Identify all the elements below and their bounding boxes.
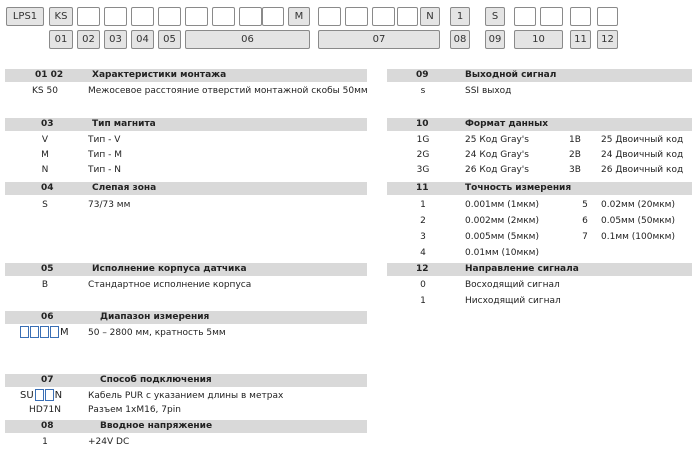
option-value: Стандартное исполнение корпуса	[88, 280, 252, 290]
option-key: s	[420, 86, 426, 96]
code-slot	[597, 7, 618, 26]
option-key: B	[41, 280, 49, 290]
position-label: 04	[136, 34, 149, 45]
digit-slot	[50, 326, 59, 338]
code-slot	[212, 7, 235, 26]
cable-prefix: SU	[20, 389, 34, 401]
position-04	[131, 30, 154, 49]
option-key: 3	[420, 232, 426, 242]
section-code: 06	[41, 312, 54, 322]
code-series: KS	[54, 11, 68, 22]
code-prefix-box	[6, 7, 44, 26]
range-suffix: M	[60, 326, 69, 338]
option-key: 2	[420, 216, 426, 226]
position-05	[158, 30, 181, 49]
section-code: 08	[41, 421, 54, 431]
option-value: 26 Двоичный код	[601, 165, 684, 175]
section-header-05	[5, 263, 367, 276]
option-value: SSI выход	[465, 86, 512, 96]
code-series-box	[49, 7, 73, 26]
option-key: 1G	[416, 135, 430, 145]
position-label: 06	[241, 34, 254, 45]
option-key: N	[41, 165, 49, 175]
section-title: Точность измерения	[465, 183, 572, 193]
digit-slot	[45, 389, 54, 401]
option-value: 0.02мм (20мкм)	[601, 200, 675, 210]
option-key: M	[41, 150, 49, 160]
position-label: 09	[488, 34, 502, 45]
code-slot	[397, 7, 418, 26]
position-label: 10	[532, 34, 545, 45]
section-header-08	[5, 420, 367, 433]
code-s-box	[485, 7, 505, 26]
option-value: 0.05мм (50мкм)	[601, 216, 675, 226]
option-key: 3B	[569, 165, 581, 175]
position-09	[485, 30, 505, 49]
option-value: 50 – 2800 мм, кратность 5мм	[88, 328, 226, 338]
section-header-09	[387, 69, 692, 82]
section-code: 03	[41, 119, 54, 129]
section-header-12	[387, 263, 692, 276]
option-value: 0.002мм (2мкм)	[465, 216, 539, 226]
option-value: 26 Код Gray's	[465, 165, 529, 175]
position-02	[77, 30, 100, 49]
position-12	[597, 30, 618, 49]
option-key: V	[41, 135, 49, 145]
option-key: HD71N	[29, 405, 61, 415]
digit-slot	[20, 326, 29, 338]
code-slot	[185, 7, 208, 26]
option-value: Кабель PUR с указанием длины в метрах	[88, 391, 284, 401]
section-header-07	[5, 374, 367, 387]
option-value: 0.01мм (10мкм)	[465, 248, 539, 258]
option-key: 1	[420, 296, 426, 306]
section-title: Способ подключения	[100, 375, 212, 385]
position-label: 12	[601, 34, 614, 45]
position-01	[49, 30, 73, 49]
section-code: 04	[41, 183, 54, 193]
position-08	[450, 30, 470, 49]
position-label: 05	[163, 34, 176, 45]
option-value: 25 Двоичный код	[601, 135, 684, 145]
section-code: 07	[41, 375, 54, 385]
position-label: 02	[82, 34, 95, 45]
option-key: 2B	[569, 150, 581, 160]
section-title: Характеристики монтажа	[92, 70, 227, 80]
code-slot	[514, 7, 536, 26]
section-header-04	[5, 182, 367, 195]
position-07	[318, 30, 440, 49]
option-value: Восходящий сигнал	[465, 280, 560, 290]
option-value: 24 Код Gray's	[465, 150, 529, 160]
code-prefix: LPS1	[12, 11, 38, 22]
option-key: 1	[420, 200, 426, 210]
section-code: 10	[416, 119, 429, 129]
option-value: Разъем 1хМ16, 7pin	[88, 405, 181, 415]
option-key: 1B	[569, 135, 581, 145]
position-label: 03	[109, 34, 122, 45]
code-m-box	[288, 7, 310, 26]
section-title: Вводное напряжение	[100, 421, 213, 431]
position-11	[570, 30, 591, 49]
option-value: Тип - M	[88, 150, 122, 160]
position-03	[104, 30, 127, 49]
option-value: 0.005мм (5мкм)	[465, 232, 539, 242]
option-value: Межосевое расстояние отверстий монтажной скобы 50мм	[88, 86, 368, 96]
code-slot	[131, 7, 154, 26]
position-label: 07	[372, 34, 386, 45]
option-value: Тип - N	[88, 165, 121, 175]
section-header-11	[387, 182, 692, 195]
section-code: 09	[416, 70, 429, 80]
code-slot	[262, 7, 284, 26]
section-title: Исполнение корпуса датчика	[92, 264, 247, 274]
code-slot	[239, 7, 262, 26]
section-code: 01 02	[35, 70, 64, 80]
code-one-box	[450, 7, 470, 26]
option-key: S	[42, 200, 48, 210]
section-header-0102	[5, 69, 367, 82]
option-value: Нисходящий сигнал	[465, 296, 561, 306]
option-key: 5	[582, 200, 588, 210]
option-key: 6	[582, 216, 588, 226]
digit-slot	[30, 326, 39, 338]
code-slot	[104, 7, 127, 26]
section-title: Тип магнита	[92, 119, 156, 129]
cable-suffix: N	[54, 389, 63, 401]
section-title: Направление сигнала	[465, 264, 579, 274]
code-slot	[372, 7, 395, 26]
section-header-10	[387, 118, 692, 131]
section-header-03	[5, 118, 367, 131]
option-value: Тип - V	[88, 135, 121, 145]
option-value: 24 Двоичный код	[601, 150, 684, 160]
position-label: 11	[574, 34, 587, 45]
option-key: KS 50	[32, 86, 58, 96]
option-value: 0.001мм (1мкм)	[465, 200, 539, 210]
option-key: 3G	[416, 165, 430, 175]
code-s-letter: S	[491, 11, 499, 22]
option-key: 2G	[416, 150, 430, 160]
option-key: 4	[420, 248, 426, 258]
range-key	[20, 326, 69, 338]
option-value: +24V DC	[88, 437, 130, 447]
code-one: 1	[456, 11, 464, 22]
digit-slot	[40, 326, 49, 338]
option-value: 73/73 мм	[88, 200, 131, 210]
position-10	[514, 30, 563, 49]
code-slot	[540, 7, 563, 26]
position-06	[185, 30, 310, 49]
code-n-letter: N	[426, 11, 434, 22]
section-code: 11	[416, 183, 429, 193]
section-title: Выходной сигнал	[465, 70, 557, 80]
option-value: 0.1мм (100мкм)	[601, 232, 675, 242]
code-slot	[570, 7, 591, 26]
position-label: 08	[453, 34, 467, 45]
section-code: 05	[41, 264, 54, 274]
section-title: Формат данных	[465, 119, 549, 129]
option-key: 1	[42, 437, 48, 447]
section-header-06	[5, 311, 367, 324]
option-key: 0	[420, 280, 426, 290]
code-slot	[318, 7, 341, 26]
code-slot	[77, 7, 100, 26]
position-label: 01	[54, 34, 68, 45]
digit-slot	[35, 389, 44, 401]
code-n-box	[420, 7, 440, 26]
cable-key	[20, 389, 62, 401]
option-key: 7	[582, 232, 588, 242]
section-title: Слепая зона	[92, 183, 157, 193]
code-m-letter: M	[294, 11, 304, 22]
section-title: Диапазон измерения	[100, 312, 210, 322]
option-value: 25 Код Gray's	[465, 135, 529, 145]
code-slot	[158, 7, 181, 26]
section-code: 12	[416, 264, 429, 274]
code-slot	[345, 7, 368, 26]
